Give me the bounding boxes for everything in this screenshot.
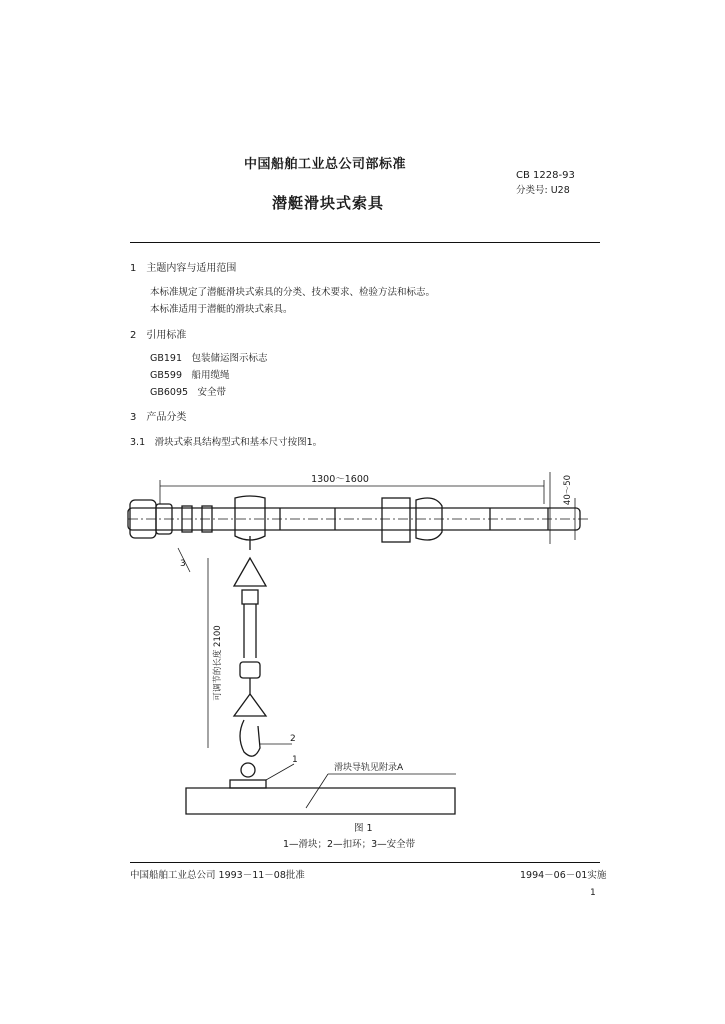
figure-caption-title: 图 1: [354, 823, 373, 834]
swivel-ring: [241, 763, 255, 777]
callout-2: 2: [290, 734, 296, 744]
section-1-line-2: 本标准适用于潜艇的滑块式索具。: [150, 304, 293, 315]
dim-length-label: 1300～1600: [311, 474, 369, 485]
section-1-line-1: 本标准规定了潜艇滑块式索具的分类、技术要求、检验方法和标志。: [150, 287, 436, 298]
callout-3: 3: [180, 559, 186, 569]
section-2-heading: 2 引用标准: [130, 330, 187, 341]
callout-1: 1: [292, 755, 298, 765]
approval-note: 中国船舶工业总公司 1993－11－08批准: [130, 870, 305, 881]
slider-block: [230, 780, 266, 788]
rail-note-leader: [306, 774, 328, 808]
header-divider: [130, 242, 600, 243]
document-title: 潜艇滑块式索具: [272, 194, 385, 212]
section-1-heading: 1 主题内容与适用范围: [130, 263, 237, 274]
dim-width-label: 40～50: [563, 474, 573, 506]
belt-adjuster: [382, 498, 410, 542]
dim-adjustable-length-label: 可调节的长度 2100: [213, 625, 223, 701]
rail-note: 滑块导轨见附录A: [334, 763, 404, 773]
page-number: 1: [590, 888, 596, 898]
lanyard-top-link: [234, 558, 266, 586]
classification-number: 分类号: U28: [516, 185, 570, 196]
lanyard-bottom-link: [234, 694, 266, 716]
figure-1-drawing: [120, 458, 600, 820]
lanyard-adjuster: [240, 662, 260, 678]
footer-divider: [130, 862, 600, 863]
snap-hook: [240, 720, 260, 756]
section-3-1-text: 3.1 滑块式索具结构型式和基本尺寸按图1。: [130, 437, 323, 448]
reference-1: GB191 包装储运图示标志: [150, 353, 268, 364]
d-ring-left: [235, 496, 265, 540]
lanyard-sleeve-1: [242, 590, 258, 604]
issuing-organization: 中国船舶工业总公司部标准: [244, 157, 407, 172]
reference-3: GB6095 安全带: [150, 387, 227, 398]
figure-caption-legend: 1—滑块；2—扣环；3—安全带: [283, 839, 416, 850]
reference-2: GB599 船用缆绳: [150, 370, 230, 381]
implementation-date: 1994－06－01实施: [520, 870, 607, 881]
standard-code: CB 1228-93: [516, 170, 575, 181]
callout-1-leader: [266, 764, 294, 780]
slider-rail: [186, 788, 455, 814]
section-3-heading: 3 产品分类: [130, 412, 187, 423]
